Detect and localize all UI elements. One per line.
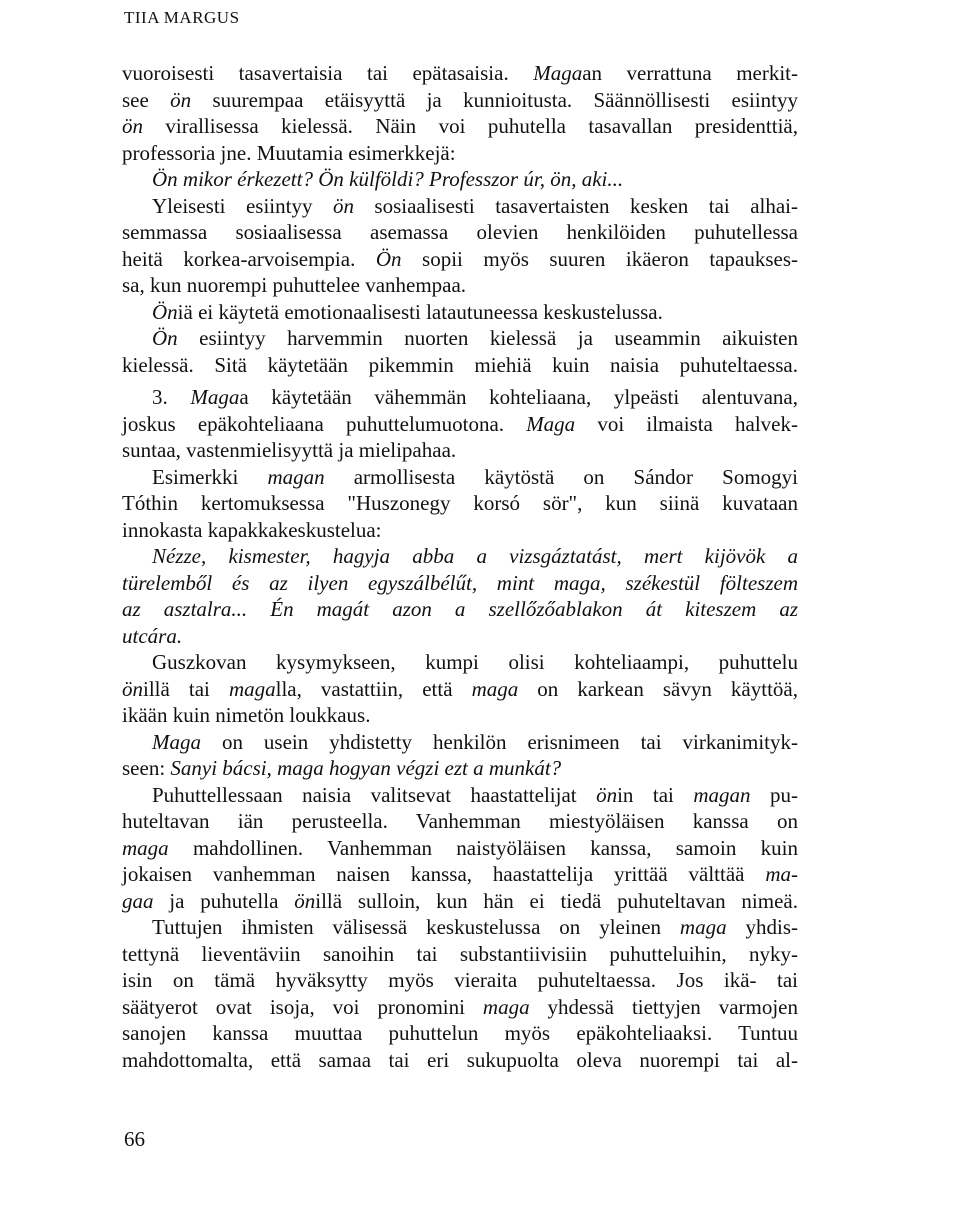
body-text [122,60,798,1073]
text-span: sosiaalisesti tasavertaisten kesken tai alhai- [353,193,798,218]
text-line [122,140,798,167]
text-line [122,87,798,114]
text-span: heitä korkea-arvoisempia. [122,246,376,271]
text-span: iä ei käytetä emotionaalisesti latautuneessa keskustelussa. [177,299,663,324]
text-line [122,113,798,140]
text-span: semmassa sosiaalisessa asemassa olevien henkilöiden puhutellessa [122,220,798,244]
text-span: Tuttujen ihmisten välisessä keskustelussa on yleinen [152,915,680,939]
italic-span: Sanyi bácsi, maga hogyan végzi ezt a munkát? [170,756,562,780]
text-line [122,464,798,491]
text-line [122,570,798,597]
text-span: virallisessa kielessä. Näin voi puhutella tasavallan presidenttiä, [143,114,798,138]
italic-span: ön [332,193,354,218]
text-line [122,272,798,299]
text-span: Esimerkki [152,464,268,489]
text-line [122,888,798,915]
text-line [122,325,798,352]
text-line [122,623,798,650]
italic-span: Ön [375,246,402,271]
text-span: see [122,87,171,112]
running-head: TIIA MARGUS [124,8,240,27]
text-line [122,729,798,756]
text-span: ja puhutella [153,888,295,913]
italic-span: ön [122,114,143,138]
text-line [122,676,798,703]
text-span: joskus epäkohteliaana puhuttelumuotona. [122,411,527,436]
text-span: jokaisen vanhemman naisen kanssa, haastattelija yrittää välttää [122,862,766,886]
text-span: kielessä. Sitä käytetään pikemmin miehiä kuin naisia puhuteltaessa. [122,352,798,377]
text-span: yhdis- [726,915,798,939]
text-line [122,967,798,994]
text-line [122,596,798,623]
italic-span: ma- [765,862,798,886]
text-line [122,299,798,326]
italic-span: Maga [533,61,583,85]
italic-span: ön [122,676,143,701]
italic-span: Ön [152,326,178,350]
text-span: an verrattuna merkit- [582,61,799,85]
italic-span: gaa [122,888,154,913]
text-line [122,861,798,888]
text-span: pu- [750,782,798,807]
text-line [122,352,798,379]
italic-span: az asztalra... Én magát azon a szellőzőablakon át kiteszem az [122,597,798,621]
text-line [122,384,798,411]
text-span: suntaa, vastenmielisyyttä ja mielipahaa. [122,438,457,462]
text-line [122,941,798,968]
text-line [122,490,798,517]
text-span: mahdottomalta, että samaa tai eri sukupuolta oleva nuorempi tai al- [122,1047,798,1072]
text-line [122,782,798,809]
italic-span: Maga [190,385,240,409]
text-line [122,994,798,1021]
text-line [122,60,798,87]
text-span: seen: [122,756,171,780]
text-line [122,649,798,676]
text-line [122,246,798,273]
text-span: sopii myös suuren ikäeron tapaukses- [401,246,798,271]
text-span: Guszkovan kysymykseen, kumpi olisi kohteliaampi, puhuttelu [152,650,798,674]
italic-span: Ön mikor érkezett? Ön külföldi? Professzor úr, ön, aki... [152,167,624,191]
text-span: illä tai [143,676,229,701]
text-span: huteltavan iän perusteella. Vanhemman miestyöläisen kanssa on [122,809,798,833]
text-line [122,193,798,220]
italic-span: maga [122,835,169,860]
text-span: esiintyy harvemmin nuorten kielessä ja useammin aikuisten [177,326,798,350]
text-line [122,835,798,862]
italic-span: maga [228,676,276,701]
text-span: professoria jne. Muutamia esimerkkejä: [122,140,456,165]
italic-span: utcára. [122,623,183,648]
text-line [122,1047,798,1074]
italic-span: magan [267,464,325,489]
italic-span: maga [482,994,530,1019]
text-line [122,166,798,193]
text-span: yhdessä tiettyjen varmojen [529,994,799,1019]
text-span: sanojen kanssa muuttaa puhuttelun myös epäkohteliaaksi. Tuntuu [122,1021,798,1045]
text-span: armollisesta käytöstä on Sándor Somogyi [324,464,798,489]
italic-span: ön [170,87,192,112]
text-span: a käytetään vähemmän kohteliaana, ylpeästi alentuvana, [239,385,799,409]
text-span: illä sulloin, kun hän ei tiedä puhuteltavan nimeä. [315,888,798,913]
text-span: säätyerot ovat isoja, voi pronomini [122,994,483,1019]
italic-span: türelemből és az ilyen egyszálbélűt, mint maga, székestül fölteszem [122,570,798,595]
text-line [122,517,798,544]
text-span: on karkean sävyn käyttöä, [518,676,798,701]
text-span: voi ilmaista halvek- [575,411,798,436]
page-number: 66 [124,1127,145,1151]
italic-span: maga [471,676,519,701]
text-span: vuoroisesti tasavertaisia tai epätasaisia. [122,61,534,85]
italic-span: ön [596,782,618,807]
text-span: Tóthin kertomuksessa "Huszonegy korsó sör", kun siinä kuvataan [122,491,798,515]
text-line [122,755,798,782]
italic-span: Maga [152,729,201,754]
text-span: 3. [152,385,191,409]
text-line [122,411,798,438]
text-line [122,808,798,835]
text-span: lla, vastattiin, että [275,676,472,701]
italic-span: Ön [152,299,178,324]
text-line [122,914,798,941]
text-line [122,1020,798,1047]
text-span: in tai [617,782,694,807]
italic-span: Nézze, kismester, hagyja abba a vizsgáztatást, mert kijövök a [152,544,798,568]
text-span: mahdollinen. Vanhemman naistyöläisen kanssa, samoin kuin [168,835,798,860]
text-line [122,219,798,246]
text-line [122,437,798,464]
text-line [122,543,798,570]
text-line [122,702,798,729]
text-span: innokasta kapakkakeskustelua: [122,517,382,542]
text-span: suurempaa etäisyyttä ja kunnioitusta. Säännöllisesti esiintyy [191,87,798,112]
text-span: on usein yhdistetty henkilön erisnimeen tai virkanimityk- [201,729,798,754]
text-span: ikään kuin nimetön loukkaus. [122,703,371,727]
text-span: sa, kun nuorempi puhuttelee vanhempaa. [122,273,467,297]
italic-span: magan [693,782,751,807]
italic-span: Maga [526,411,576,436]
text-span: Puhuttellessaan naisia valitsevat haastattelijat [152,782,597,807]
italic-span: maga [679,915,727,939]
text-span: isin on tämä hyväksytty myös vieraita puhuteltaessa. Jos ikä- tai [122,968,798,992]
text-span: Yleisesti esiintyy [152,193,333,218]
text-span: tettynä lieventäviin sanoihin tai substantiivisiin puhutteluihin, nyky- [122,941,798,966]
italic-span: ön [294,888,316,913]
